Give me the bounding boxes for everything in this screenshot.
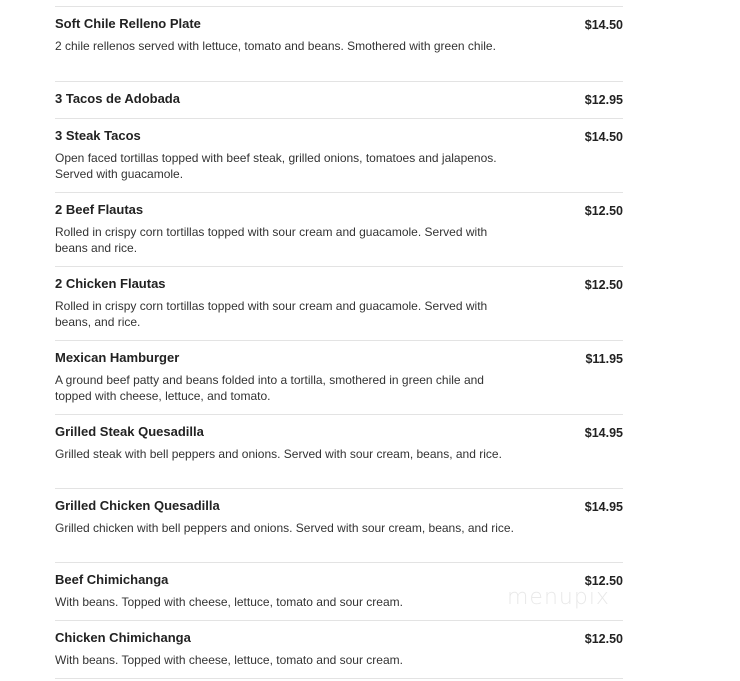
menu-item xyxy=(55,82,623,119)
item-name: Mexican Hamburger xyxy=(55,350,180,365)
item-price: $11.95 xyxy=(585,352,623,366)
menu-list xyxy=(55,6,623,679)
item-description: With beans. Topped with cheese, lettuce, tomato and sour cream. xyxy=(55,595,403,609)
menu-item xyxy=(55,621,623,679)
item-description: Rolled in crispy corn tortillas topped with sour cream and guacamole. Served with beans, and rice. xyxy=(55,299,488,329)
item-price: $12.95 xyxy=(584,93,623,107)
item-description: 2 chile rellenos served with lettuce, tomato and beans. Smothered with green chile. xyxy=(55,39,496,53)
menu-item xyxy=(55,7,623,82)
item-price: $14.95 xyxy=(584,500,623,514)
menu-item xyxy=(55,193,623,267)
item-name: Grilled Chicken Quesadilla xyxy=(55,498,220,513)
item-description: A ground beef patty and beans folded into a tortilla, smothered in green chile and topped with cheese, lettuce, and tomato. xyxy=(55,373,484,403)
item-price: $12.50 xyxy=(584,204,623,218)
menu-item xyxy=(55,489,623,563)
menu-item xyxy=(55,415,623,489)
item-description: Grilled steak with bell peppers and onions. Served with sour cream, beans, and rice. xyxy=(55,447,502,461)
item-name: Chicken Chimichanga xyxy=(55,630,191,645)
item-description: With beans. Topped with cheese, lettuce, tomato and sour cream. xyxy=(55,653,403,667)
item-price: $14.50 xyxy=(584,130,623,144)
item-description: Open faced tortillas topped with beef steak, grilled onions, tomatoes and jalapenos. Served with guacamole. xyxy=(55,151,497,181)
menu-item xyxy=(55,341,623,415)
watermark-logo: menupix xyxy=(507,585,610,610)
item-price: $14.95 xyxy=(584,426,623,440)
item-price: $12.50 xyxy=(584,632,623,646)
item-name: 3 Tacos de Adobada xyxy=(55,91,180,106)
item-name: 2 Beef Flautas xyxy=(55,202,144,217)
item-name: Soft Chile Relleno Plate xyxy=(55,16,201,31)
item-price: $14.50 xyxy=(584,18,623,32)
item-name: Beef Chimichanga xyxy=(55,572,169,587)
item-name: 3 Steak Tacos xyxy=(55,128,141,143)
item-description: Grilled chicken with bell peppers and onions. Served with sour cream, beans, and rice. xyxy=(55,521,514,535)
menu-item xyxy=(55,267,623,341)
item-name: Grilled Steak Quesadilla xyxy=(55,424,204,439)
item-price: $12.50 xyxy=(584,574,623,588)
item-price: $12.50 xyxy=(584,278,623,292)
item-description: Rolled in crispy corn tortillas topped with sour cream and guacamole. Served with beans and rice. xyxy=(55,225,488,255)
item-name: 2 Chicken Flautas xyxy=(55,276,166,291)
menu-item xyxy=(55,119,623,193)
